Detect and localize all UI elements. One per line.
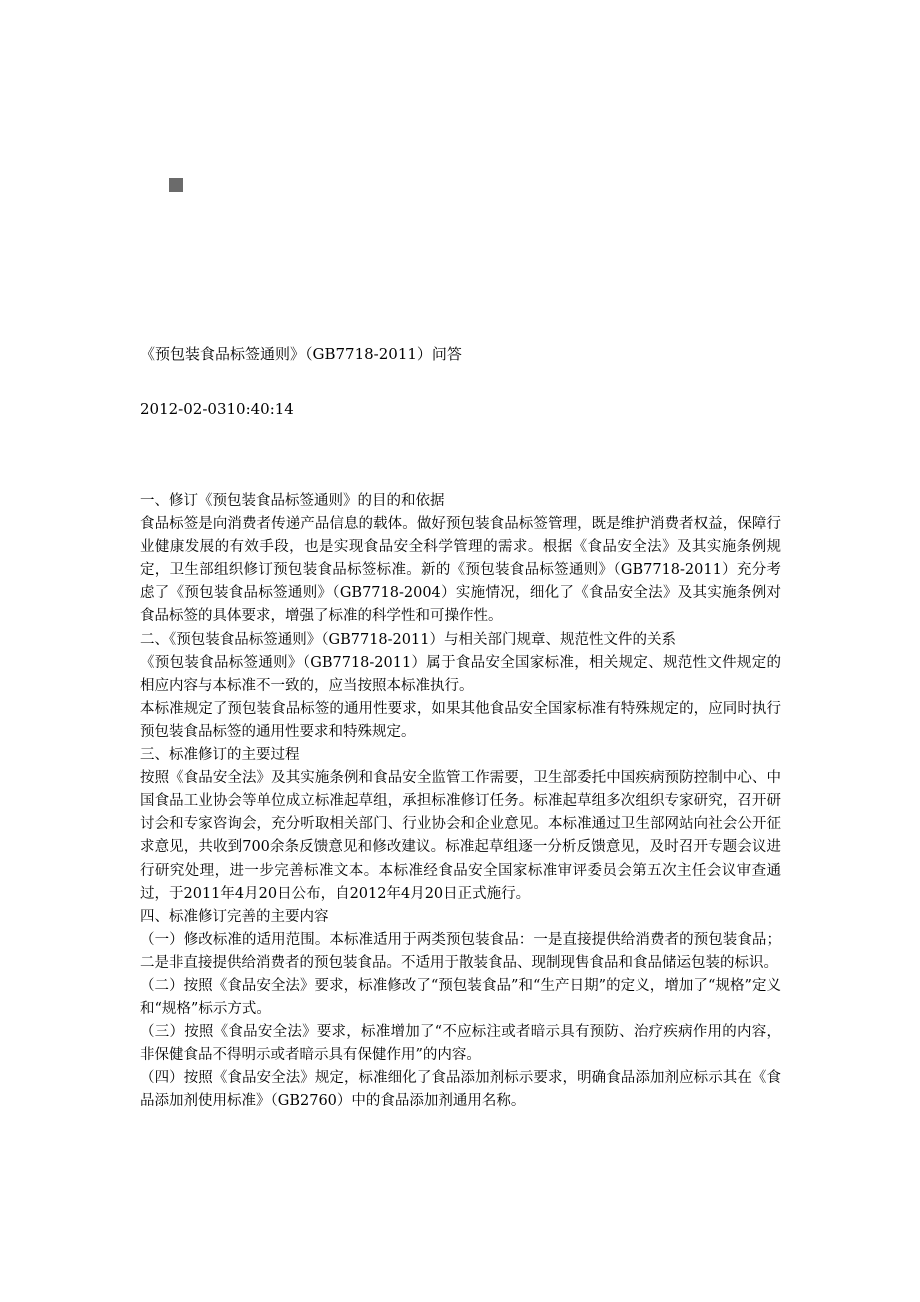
square-bullet-icon bbox=[169, 178, 183, 192]
paragraph: （一）修改标准的适用范围。本标准适用于两类预包装食品：一是直接提供给消费者的预包装食品；二是非直接提供给消费者的预包装食品。不适用于散装食品、现制现售食品和食品储运包装的标识。 bbox=[140, 931, 781, 971]
document-body bbox=[140, 490, 781, 1114]
paragraph: （二）按照《食品安全法》要求，标准修改了“预包装食品”和“生产日期”的定义，增加了“规格”定义和“规格”标示方式。 bbox=[140, 977, 781, 1018]
section-heading-4: 四、标准修订完善的主要内容 bbox=[140, 908, 329, 925]
section-heading-2: 二、《预包装食品标签通则》（GB7718-2011）与相关部门规章、规范性文件的关系 bbox=[140, 631, 676, 648]
section-heading-3: 三、标准修订的主要过程 bbox=[140, 747, 300, 764]
paragraph: 按照《食品安全法》及其实施条例和食品安全监管工作需要，卫生部委托中国疾病预防控制中心、中国食品工业协会等单位成立标准起草组，承担标准修订任务。标准起草组多次组织专家研究，召开研讨会和专家咨询会，充分听取相关部门、行业协会和企业意见。本标准通过卫生部网站向社会公开征求意见，共收到700余条反馈意见和修改建议。标准起草组逐一分析反馈意见，及时召开专题会议进行研究处理，进一步完善标准文本。本标准经食品安全国家标准审评委员会第五次主任会议审查通过，于2011年4月20日公布，自2012年4月20日正式施行。 bbox=[140, 770, 781, 902]
paragraph: （三）按照《食品安全法》要求，标准增加了“不应标注或者暗示具有预防、治疗疾病作用的内容，非保健食品不得明示或者暗示具有保健作用”的内容。 bbox=[140, 1024, 781, 1064]
paragraph: 《预包装食品标签通则》（GB7718-2011）属于食品安全国家标准，相关规定、规范性文件规定的相应内容与本标准不一致的，应当按照本标准执行。 bbox=[140, 654, 781, 694]
section-heading-1: 一、修订《预包装食品标签通则》的目的和依据 bbox=[140, 493, 445, 509]
publish-date: 2012-02-0310:40:14 bbox=[140, 400, 294, 418]
paragraph: 食品标签是向消费者传递产品信息的载体。做好预包装食品标签管理，既是维护消费者权益，保障行业健康发展的有效手段，也是实现食品安全科学管理的需求。根据《食品安全法》及其实施条例规定，卫生部组织修订预包装食品标签标准。新的《预包装食品标签通则》（GB7718-2011）充分考虑了《预包装食品标签通则》（GB7718-2004）实施情况，细化了《食品安全法》及其实施条例对食品标签的具体要求，增强了标准的科学性和可操作性。 bbox=[140, 516, 781, 625]
paragraph: （四）按照《食品安全法》规定，标准细化了食品添加剂标示要求，明确食品添加剂应标示其在《食品添加剂使用标准》（GB2760）中的食品添加剂通用名称。 bbox=[140, 1070, 781, 1110]
document-title: 《预包装食品标签通则》（GB7718-2011）问答 bbox=[140, 345, 462, 363]
paragraph: 本标准规定了预包装食品标签的通用性要求，如果其他食品安全国家标准有特殊规定的，应同时执行预包装食品标签的通用性要求和特殊规定。 bbox=[140, 700, 781, 740]
